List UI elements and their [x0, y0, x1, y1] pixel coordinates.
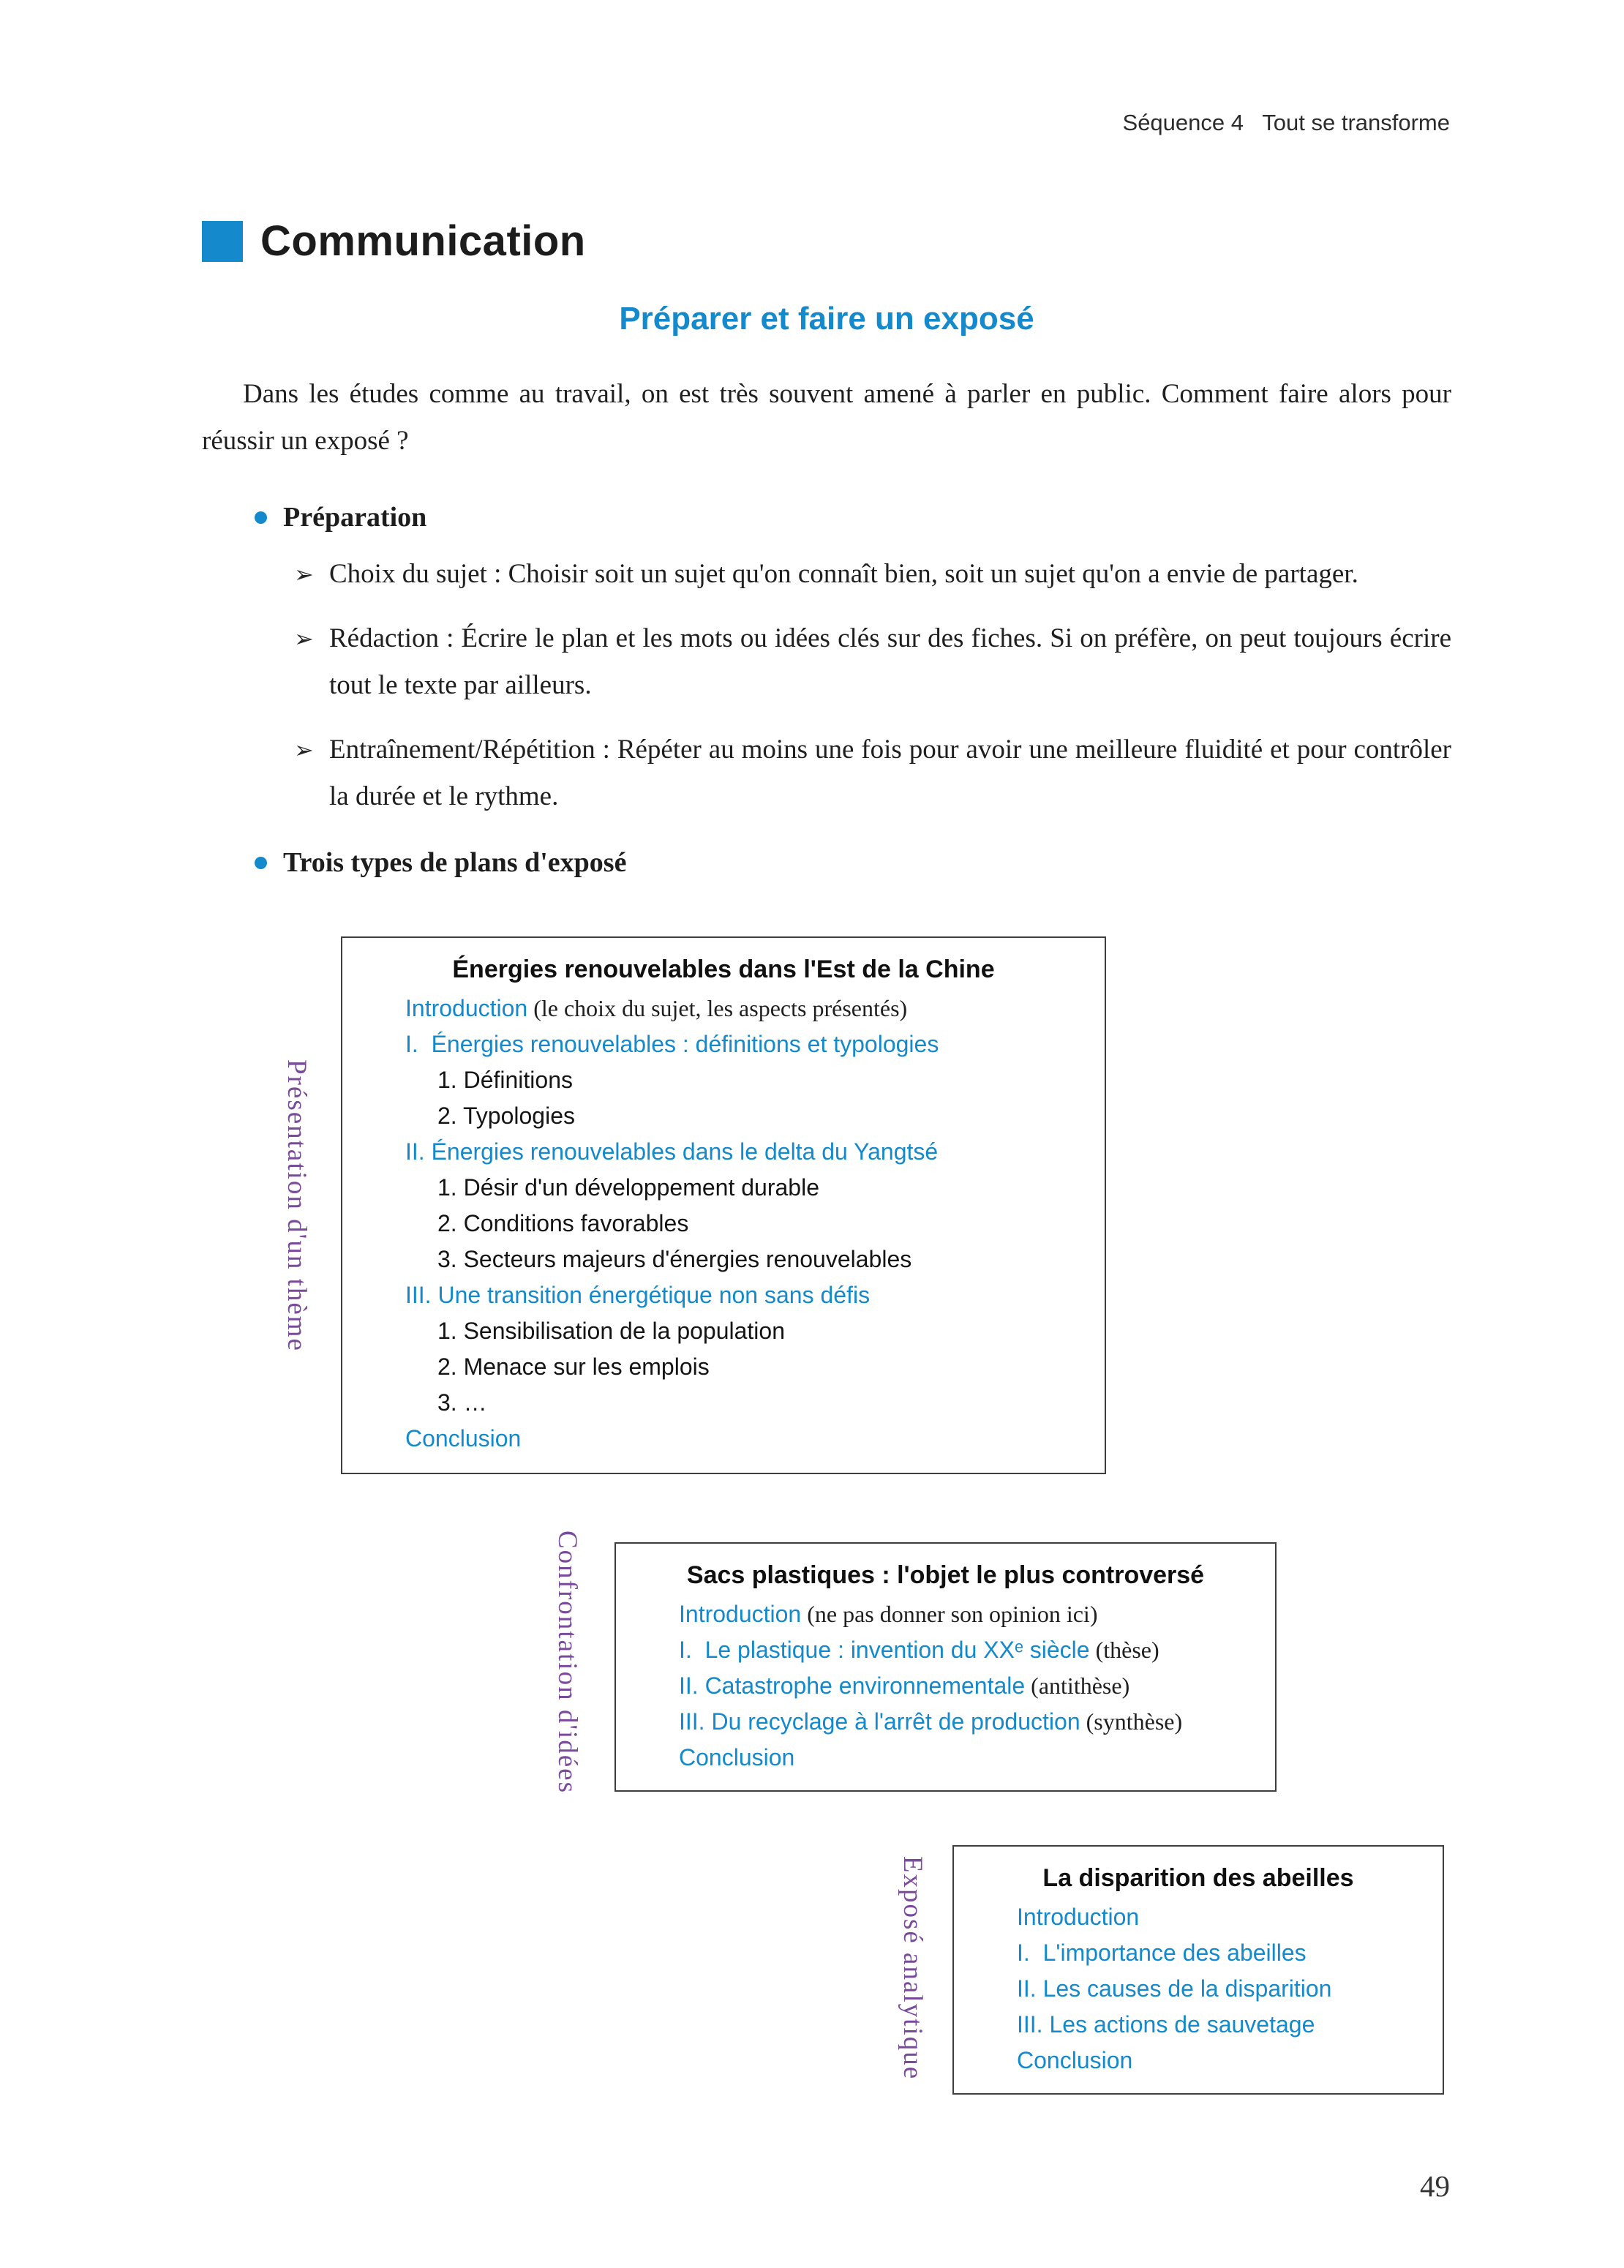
plan-outline-line: [1017, 1971, 1425, 2007]
plan-line-plain-text: 2. Conditions favorables: [437, 1210, 689, 1236]
plan-line-heading-text: III. Du recyclage à l'arrêt de production: [679, 1708, 1080, 1735]
running-header: Séquence 4 Tout se transforme: [1122, 110, 1450, 135]
plan-outline-line: [405, 1421, 1087, 1457]
page-number: 49: [1420, 2169, 1450, 2203]
plan-outline-line: [405, 1277, 1087, 1313]
preparation-item: [202, 615, 1451, 709]
section-title-row: [202, 217, 1451, 266]
plan-line-heading-text: Introduction: [679, 1601, 802, 1627]
plan-line-plain-text: 1. Définitions: [437, 1067, 573, 1093]
plan-outline-line: [405, 1206, 1087, 1242]
plan-outline-line: [1017, 2007, 1425, 2043]
plan-box-confrontation-idees: [614, 1542, 1277, 1792]
plan-box-presentation-theme: [341, 936, 1106, 1474]
plan-outline-line: [1017, 2043, 1425, 2079]
plan-line-heading-text: Conclusion: [405, 1425, 522, 1452]
arrow-marker-icon: ➢: [294, 736, 314, 764]
plan-outline-line: [405, 1313, 1087, 1349]
plan-line-heading-text: II. Énergies renouvelables dans le delta du Yangtsé: [405, 1138, 939, 1165]
plan-line-plain-text: 3. Secteurs majeurs d'énergies renouvelables: [437, 1246, 912, 1272]
plan-line-heading-text: I. Le plastique : invention du XXᵉ siècle: [679, 1637, 1090, 1663]
plan-box-expose-analytique: [952, 1845, 1444, 2095]
side-label-expose-analytique: Exposé analytique: [898, 1855, 928, 2081]
bullet-dot-icon: [255, 511, 267, 524]
plan-line-heading-text: Introduction: [405, 995, 528, 1021]
plan-outline-line: [679, 1596, 1258, 1632]
plan-outline-line: [405, 1062, 1087, 1098]
preparation-item-text: Choix du sujet : Choisir soit un sujet qu'on connaît bien, soit un sujet qu'on a envie de partager.: [329, 559, 1358, 589]
page-subtitle: Préparer et faire un exposé: [619, 301, 1034, 337]
preparation-item: [202, 551, 1451, 598]
plan-outline-line: [405, 1026, 1087, 1062]
plan-outline-line: [405, 1134, 1087, 1170]
preparation-list: [202, 551, 1451, 820]
plan-line-plain-text: 2. Menace sur les emplois: [437, 1353, 710, 1380]
plan-line-note-text: (le choix du sujet, les aspects présentés): [527, 995, 908, 1021]
plan-outline: [971, 1898, 1425, 2079]
plan-outline-line: [405, 1242, 1087, 1277]
section-title: Communication: [260, 217, 586, 265]
plan-line-heading-text: III. Une transition énergétique non sans défis: [405, 1282, 871, 1308]
preparation-label: Préparation: [283, 502, 427, 533]
main-content: [202, 217, 1451, 879]
plan-line-heading-text: II. Les causes de la disparition: [1017, 1975, 1332, 2002]
plan-outline-line: [679, 1632, 1258, 1668]
plan-outline-line: [679, 1740, 1258, 1776]
plan-outline-line: [405, 1349, 1087, 1385]
plan-title: La disparition des abeilles: [1042, 1864, 1354, 1892]
plan-outline-line: [405, 991, 1087, 1026]
side-label-presentation-theme: Présentation d'un thème: [282, 1059, 312, 1352]
intro-paragraph: Dans les études comme au travail, on est très souvent amené à parler en public. Comment faire alors pour réussir un exposé ?: [202, 379, 1451, 456]
plan-outline: [360, 989, 1087, 1457]
plan-line-heading-text: Introduction: [1017, 1904, 1140, 1930]
plan-line-note-text: (ne pas donner son opinion ici): [801, 1601, 1098, 1627]
bullet-dot-icon: [255, 857, 267, 869]
plan-line-heading-text: II. Catastrophe environnementale: [679, 1672, 1026, 1699]
plan-outline-line: [1017, 1935, 1425, 1971]
plan-line-plain-text: 1. Sensibilisation de la population: [437, 1318, 785, 1344]
preparation-item: [202, 726, 1451, 820]
plan-line-heading-text: Conclusion: [679, 1744, 795, 1771]
plan-outline-line: [1017, 1899, 1425, 1935]
plan-line-note-text: (thèse): [1089, 1637, 1159, 1663]
arrow-marker-icon: ➢: [294, 560, 314, 588]
plan-line-heading-text: I. Énergies renouvelables : définitions et typologies: [405, 1031, 939, 1057]
plan-types-label: Trois types de plans d'exposé: [283, 847, 627, 878]
plan-line-plain-text: 3. …: [437, 1389, 487, 1416]
plan-line-note-text: (antithèse): [1025, 1672, 1130, 1699]
plan-title: Énergies renouvelables dans l'Est de la Chine: [452, 955, 995, 983]
plan-outline-line: [405, 1385, 1087, 1421]
plan-line-heading-text: I. L'importance des abeilles: [1017, 1940, 1307, 1966]
preparation-heading-row: [202, 501, 1451, 533]
plan-outline-line: [679, 1668, 1258, 1704]
plan-outline-line: [405, 1170, 1087, 1206]
preparation-item-text: Entraînement/Répétition : Répéter au moins une fois pour avoir une meilleure fluidité et pour contrôler la durée et le rythme.: [329, 735, 1451, 811]
section-square-icon: [202, 221, 243, 262]
arrow-marker-icon: ➢: [294, 625, 314, 653]
preparation-item-text: Rédaction : Écrire le plan et les mots ou idées clés sur des fiches. Si on préfère, on peut toujours écrire tout le texte par ailleurs.: [329, 623, 1451, 700]
plan-outline-line: [679, 1704, 1258, 1740]
plan-outline: [634, 1595, 1258, 1776]
plan-title: Sacs plastiques : l'objet le plus controversé: [686, 1561, 1205, 1589]
plan-line-note-text: (synthèse): [1080, 1708, 1183, 1735]
plan-types-heading-row: [202, 846, 1451, 879]
plan-line-heading-text: III. Les actions de sauvetage: [1017, 2011, 1315, 2038]
plan-line-plain-text: 2. Typologies: [437, 1103, 575, 1129]
plan-line-heading-text: Conclusion: [1017, 2047, 1133, 2073]
plan-line-plain-text: 1. Désir d'un développement durable: [437, 1174, 819, 1201]
plan-outline-line: [405, 1098, 1087, 1134]
side-label-confrontation-idees: Confrontation d'idées: [552, 1530, 582, 1795]
